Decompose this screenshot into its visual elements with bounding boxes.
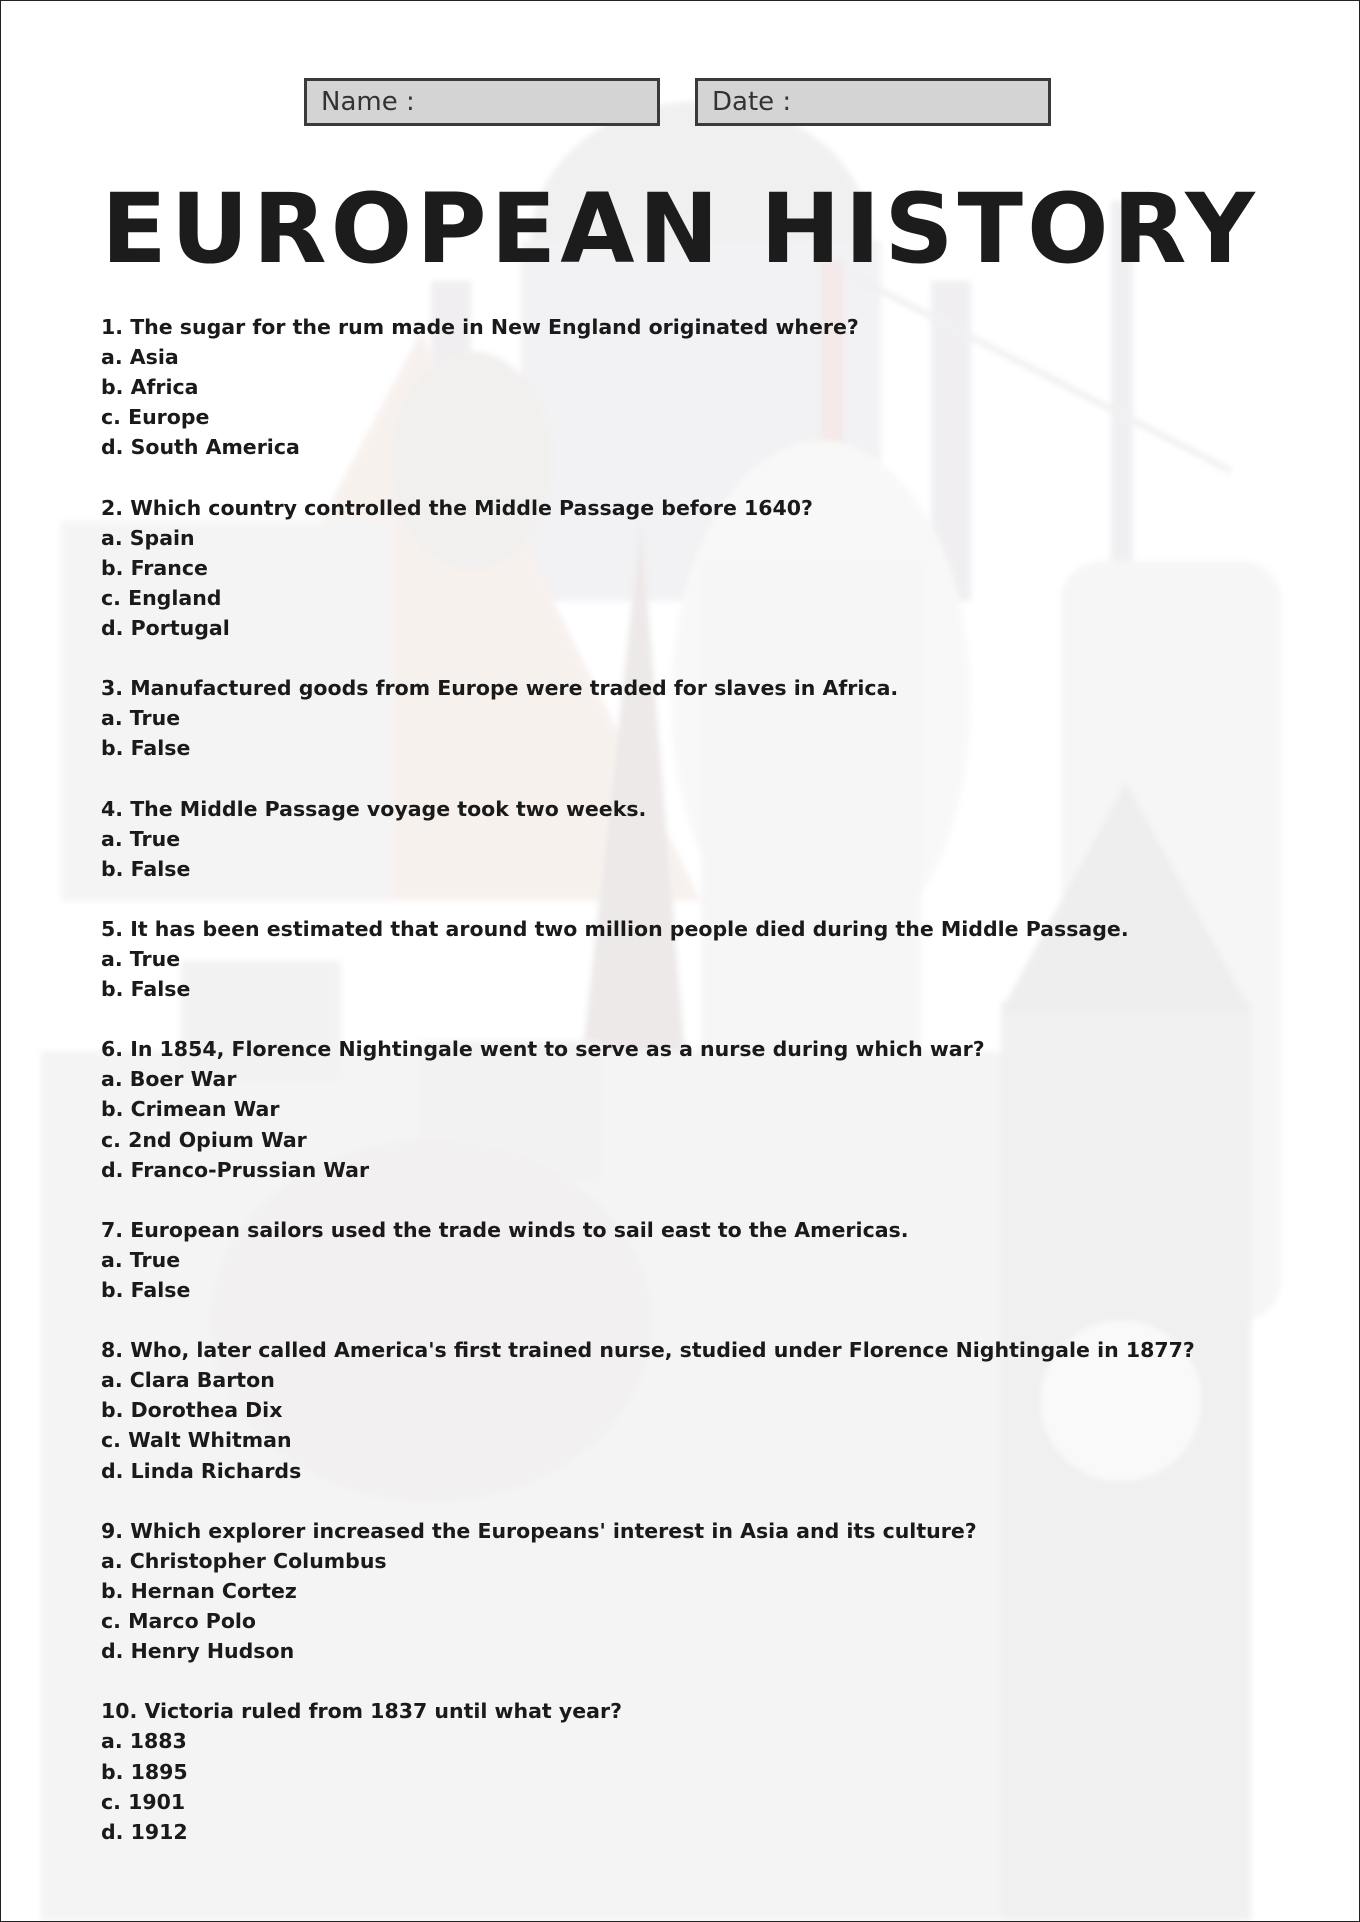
answer-option: b. Hernan Cortez bbox=[101, 1578, 297, 1603]
answer-option: a. Boer War bbox=[101, 1067, 237, 1092]
answer-option: a. Asia bbox=[101, 345, 179, 370]
question-2 bbox=[101, 493, 1241, 643]
question-text: 4. The Middle Passage voyage took two weeks. bbox=[101, 796, 647, 821]
answer-option: c. 1901 bbox=[101, 1789, 186, 1814]
question-1 bbox=[101, 312, 1241, 462]
answer-option: b. Africa bbox=[101, 375, 199, 400]
answer-option: a. Spain bbox=[101, 525, 195, 550]
answer-option: d. Portugal bbox=[101, 615, 230, 640]
answer-option: b. France bbox=[101, 555, 208, 580]
answer-option: c. England bbox=[101, 585, 222, 610]
date-field[interactable] bbox=[695, 78, 1051, 126]
answer-option: d. 1912 bbox=[101, 1819, 188, 1844]
answer-option: c. 2nd Opium War bbox=[101, 1127, 307, 1152]
header-fields bbox=[304, 78, 1058, 132]
question-7 bbox=[101, 1215, 1241, 1305]
answer-option: c. Marco Polo bbox=[101, 1609, 257, 1634]
answer-option: a. True bbox=[101, 946, 181, 971]
answer-option: b. False bbox=[101, 856, 191, 881]
question-text: 7. European sailors used the trade winds to sail east to the Americas. bbox=[101, 1217, 909, 1242]
answer-option: b. False bbox=[101, 736, 191, 761]
question-text: 8. Who, later called America's first trained nurse, studied under Florence Nightingale in 1877? bbox=[101, 1338, 1195, 1363]
page-title: EUROPEAN HISTORY bbox=[101, 173, 1259, 285]
question-6 bbox=[101, 1034, 1241, 1184]
answer-option: b. Dorothea Dix bbox=[101, 1398, 283, 1423]
question-4 bbox=[101, 794, 1241, 884]
answer-option: c. Europe bbox=[101, 405, 210, 430]
question-10 bbox=[101, 1696, 1241, 1846]
question-list bbox=[101, 312, 1241, 1877]
answer-option: a. True bbox=[101, 1247, 181, 1272]
answer-option: d. Henry Hudson bbox=[101, 1639, 295, 1664]
question-text: 2. Which country controlled the Middle Passage before 1640? bbox=[101, 495, 813, 520]
question-text: 10. Victoria ruled from 1837 until what year? bbox=[101, 1699, 622, 1724]
answer-option: a. Clara Barton bbox=[101, 1368, 275, 1393]
answer-option: b. Crimean War bbox=[101, 1097, 280, 1122]
name-label: Name : bbox=[321, 87, 415, 117]
answer-option: d. Linda Richards bbox=[101, 1458, 302, 1483]
answer-option: a. True bbox=[101, 706, 181, 731]
question-text: 9. Which explorer increased the Europeans' interest in Asia and its culture? bbox=[101, 1518, 977, 1543]
question-text: 5. It has been estimated that around two million people died during the Middle Passage. bbox=[101, 916, 1129, 941]
date-label: Date : bbox=[712, 87, 792, 117]
question-text: 3. Manufactured goods from Europe were traded for slaves in Africa. bbox=[101, 676, 899, 701]
answer-option: b. 1895 bbox=[101, 1759, 188, 1784]
answer-option: d. Franco-Prussian War bbox=[101, 1157, 370, 1182]
answer-option: c. Walt Whitman bbox=[101, 1428, 292, 1453]
answer-option: a. 1883 bbox=[101, 1729, 187, 1754]
name-field[interactable] bbox=[304, 78, 660, 126]
question-text: 6. In 1854, Florence Nightingale went to serve as a nurse during which war? bbox=[101, 1037, 985, 1062]
answer-option: b. False bbox=[101, 1278, 191, 1302]
answer-option: d. South America bbox=[101, 435, 300, 460]
answer-option: b. False bbox=[101, 977, 191, 1002]
question-9 bbox=[101, 1516, 1241, 1666]
question-8 bbox=[101, 1335, 1241, 1485]
answer-option: a. Christopher Columbus bbox=[101, 1548, 387, 1573]
question-text: 1. The sugar for the rum made in New England originated where? bbox=[101, 315, 859, 339]
answer-option: a. True bbox=[101, 826, 181, 851]
question-5 bbox=[101, 914, 1241, 1004]
question-3 bbox=[101, 673, 1241, 763]
